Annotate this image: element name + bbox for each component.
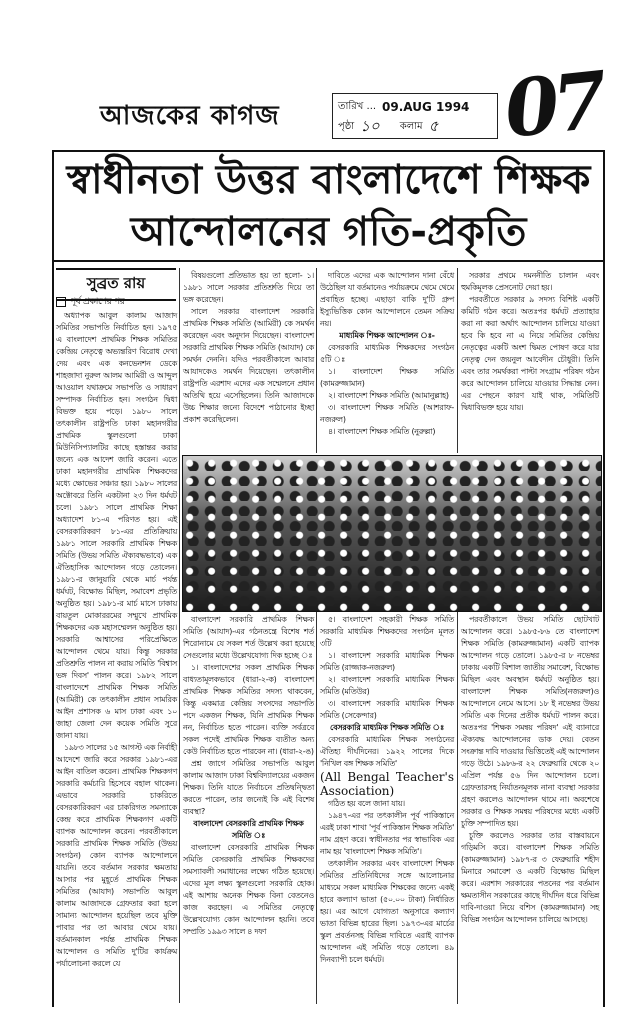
paragraph: সরকার প্রথমে দমননীতি চালান এবং হুমকিমূলক প্রেসনোট দেয়া হয়। — [461, 271, 599, 292]
paragraph: ৪। বাংলাদেশ শিক্ষক সমিতি (নুরুল্লা) — [328, 427, 436, 436]
paragraph: ৫। বাংলাদেশ সহকারী শিক্ষক সমিতি সরকারি মাধ্যমিক শিক্ষকদের সংগঠন মূলত ৩টি — [320, 615, 454, 648]
paragraph: ৩। বাংলাদেশ শিক্ষক সমিতি (আশরাফ-নজরুল) — [320, 403, 454, 424]
column-4-bottom — [461, 614, 599, 926]
clipping-stamp — [332, 93, 498, 139]
headline-box — [52, 150, 605, 262]
paragraph: প্রশ্ন জাগে সমিতির সভাপতি আবুল কালাম আজাদ ঢাকা বিশ্ববিদ্যালয়ের একজন শিক্ষক। তিনি যাতে নির্বাচনে প্রতিদ্বন্দ্বিতা করতে পারেন, তার জন্যেই কি এই বিশেষ ব্যবস্থা? — [183, 759, 314, 816]
page-label: পৃষ্ঠা — [338, 120, 355, 132]
column-value: ৫ — [428, 116, 439, 135]
paragraph: ১। বাংলাদেশের সকল প্রাথমিক শিক্ষক বাধ্যতামূলকভাবে (ধারা-২-ক) বাংলাদেশ প্রাথমিক শিক্ষক সমিতির সদস্য থাকবেন, কিন্তু একমাত্র কেন্দ্রিয় সংসদের সভাপতি পদে একজন শিক্ষক, যিনি প্রাথমিক শিক্ষক নন, নির্বাচিত হতে পারেন। ব্যক্তি সর্বত্রবে সকল পদেই প্রাথমিক শিক্ষক ব্যতীত অন্য কেউ নির্বাচিত হতে পারবেন না। (ধারা-২-ঙ) — [183, 663, 314, 756]
column-divider — [316, 268, 317, 453]
column-divider — [316, 612, 317, 1004]
english-phrase: (All Bengal Teacher's Association) — [320, 770, 454, 798]
date-label: তারিখ ... — [338, 100, 377, 112]
paragraph: বেসরকারি মাধ্যমিক শিক্ষকদের সংগঠন ৫টি ঃ — [320, 343, 454, 364]
page-value: ১০ — [360, 116, 380, 135]
paragraph: ২। বাংলাদেশ শিক্ষক সমিতি (আমানুল্লাহ) — [328, 391, 449, 400]
headline-line-1: স্বাধীনতা উত্তর বাংলাদেশে শিক্ষক — [66, 157, 591, 203]
column-divider — [457, 612, 458, 1004]
paragraph: ১। বাংলাদেশ সরকারি মাধ্যমিক শিক্ষক সমিতি (রাজ্জাক-নজরুল) — [320, 651, 454, 672]
paragraph: বিষয়গুলো প্রতিভাত হয় তা হলো- ১। ১৯৮১ সালে সরকার প্রতিশ্রুতি দিয়ে তা ভঙ্গ করেছেন। — [183, 271, 314, 304]
date-value: 09.AUG 1994 — [382, 100, 470, 114]
paragraph: সালে সরকার বাংলাদেশ সরকারি প্রাথমিক শিক্ষক সমিতি (আমিরী) কে সমর্থন করেছেন এবং অনুদান দিয়েছেন। বাংলাদেশ সরকারি প্রাথমিক শিক্ষক সমিতি (আযাদ) কে সমর্থন দেননি। যদিও পরবর্তীকালে আবার আযাদকেও সমর্থন দিয়েছেন। তৎকালীন রাষ্ট্রপতি এরশাদ এদের এক সম্মেলনে প্রধান অতিথি হয়ে এসেছিলেন। তিনি আজাদকে উচ্চ শিক্ষার জন্যে বিদেশে পাঠানোর ইচ্ছা প্রকাশ করেছিলেন। — [183, 307, 314, 424]
paragraph: ১৯৪৭-এর পর তৎকালীন পূর্ব পাকিস্তানে এরই ঢাকা শাখা 'পূর্ব পাকিস্তান শিক্ষক সমিতি' নাম গ্রহণ করে। স্বাধীনতার পর স্বাভাবিক এর নাম হয় 'বাংলাদেশ শিক্ষক সমিতি'। — [320, 811, 454, 856]
column-3-bottom — [320, 614, 454, 966]
crowd-photo — [182, 455, 602, 612]
paragraph: চুক্তি করলেও সরকার তার বাস্তবায়নে গড়িমসি করে। বাংলাদেশ শিক্ষক সমিতি (কামরুজ্জামান) ১৯৮৭-র ৩ ফেব্রুয়ারি শহীদ মিনারে সমাবেশ ও একটি বিক্ষোভ মিছিল করে। এরশাদ সরকারের পতনের পর বর্তমান ক্ষমতাসীন সরকারের কাছে দীর্ঘদিন ধরে বিভিন্ন দাবি-দাওয়া নিয়ে বশিস (কামরুজ্জামান) সহ বিভিন্ন সংগঠন আন্দোলন চালিয়ে আসছে। — [461, 831, 599, 924]
column-1 — [56, 296, 177, 970]
paragraph: পরবর্তীকালে উভয় সমিতি ছোটখাট আন্দোলন করে। ১৯৮৫-৮৬ তে বাংলাদেশ শিক্ষক সমিতি (কামরুজ্জামান) একটি ব্যাপক আন্দোলন গড়ে তোলে। ১৯৮৫-র ৮ নভেম্বর ঢাকায় একটি বিশাল জাতীয় সমাবেশ, বিক্ষোভ মিছিল এবং অবস্থান ধর্মঘট অনুষ্ঠিত হয়। বাংলাদেশ শিক্ষক সমিতি(নজরুল)ও আন্দোলনে নেমে আসে। ১৮ ই নভেম্বর উভয় সমিতি এক দিনের প্রতীক ধর্মঘট পালন করে। অতঃপর 'শিক্ষক সমন্বয় পরিষদ' এই ব্যানারে ঐক্যবদ্ধ আন্দোলনের ডাক দেয়। বেতন সংক্রান্ত দাবি দাওয়ার ভিত্তিতেই এই আন্দোলন গড়ে উঠে। ১৯৮৬-র ২২ ফেব্রুয়ারি থেকে ২০ এপ্রিল পর্যন্ত ৫৬ দিন আন্দোলন চলে। গ্রেফতারসহ নির্যাতনমূলক নানা ব্যবস্থা সরকার গ্রহণ করলেও আন্দোলন থামে না। অবশেষে সরকার ও শিক্ষক সমন্বয় পরিষদের মধ্যে একটি চুক্তি সম্পাদিত হয়। — [461, 615, 599, 828]
checkbox-square-icon — [56, 297, 66, 307]
paragraph: পরবর্তীতে সরকার ৯ সদস্য বিশিষ্ট একটি কমিটি গঠন করে। অতঃপর ধর্মঘট প্রত্যাহার করা না করা অর্থাৎ আন্দোলন চালিয়ে যাওয়া হবে কি হবে না এ নিয়ে সমিতির কেন্দ্রিয় নেতৃত্বের একটি অংশ দ্বিমত পোষণ করে যার নেতৃত্ব দেন জয়নুল আবেদীন চৌধুরী। তিনি এবং তার সমর্থকরা পাল্টা সংগ্রাম পরিষদ গঠন করে আন্দোলন চালিয়ে যাওয়ার সিদ্ধান্ত নেন। এর পেছনে কারণ যাই থাক, সমিতিটি দ্বিধাবিভক্ত হয়ে যায়। — [461, 295, 599, 412]
subheading: বাংলাদেশ বেসরকারি প্রাথমিক শিক্ষক সমিতি ঃ — [193, 819, 304, 840]
handwritten-clip-number: 07 — [500, 55, 607, 156]
paragraph: গঠিত হয় বলে জানা যায়। — [328, 799, 405, 808]
newspaper-name: আজকের কাগজ — [100, 101, 280, 131]
paragraph: তৎকালীন সরকার এবং বাংলাদেশ শিক্ষক সমিতির প্রতিনিধিদের সঙ্গে আলোচনার মাধ্যমে সকল মাধ্যমিক শিক্ষকের জন্যে একই হারে কল্যাণ ভাতা (৫০.০০ টাকা) নির্ধারিত হয়। এর আগে যোগ্যতা অনুসারে কল্যাণ ভাতা বিভিন্ন হারের ছিল। ১৯৭৩-এর মার্চের স্কুল প্রবর্তনসহ বিভিন্ন দাবিতে এরাই ব্যাপক আন্দোলন এই সমিতি গড়ে তোলে। ৪৯ দিনব্যাপী চলে ধর্মঘট। — [320, 859, 454, 964]
column-2-bottom — [183, 614, 314, 938]
column-2-top — [183, 270, 314, 426]
paragraph: ১। বাংলাদেশ শিক্ষক সমিতি (কামরুজ্জামান) — [320, 367, 454, 388]
continued-note — [56, 296, 177, 308]
paragraph: অধ্যাপক আবুল কালাম আজাদ সমিতির সভাপতি নির্বাচিত হন। ১৯৭৫ এ বাংলাদেশ প্রাথমিক শিক্ষক সমিতির কেন্দ্রিয় নেতৃত্বে অভ্যন্তরিণ বিরোধ দেখা দেয় এবং এক কনভেনশন ডেকে শাহজাদা নুরুল আলম আমিরী ও আব্দুল আওয়াল যথাক্রমে সভাপতি ও সাধারণ সম্পাদক নির্বাচিত হন। সংগঠন দ্বিধা বিভক্ত হয়ে পড়ে। ১৯৮০ সালে তৎকালীন রাষ্ট্রপতি ঢাকা মহানগরীর প্রাথমিক স্কুলগুলো ঢাকা মিউনিসিপ্যালটির কাছে হস্তান্তর করার জন্যে এক আদেশ জারি করেন। এতে ঢাকা মহানগরীর প্রাথমিক শিক্ষকদের মধ্যে ক্ষোভের সঞ্চার হয়। ১৯৮০ সালের অক্টোবরে তিনি একটানা ২৩ দিন ধর্মঘট চলে। ১৯৮১ সালে প্রাথমিক শিক্ষা অধ্যাদেশ ৮১-এ পরিণত হয়। এই বেসরকারিকরণ ৮১-এর প্রতিক্রিয়ায় ১৯৮১ সালে সরকারি প্রাথমিক শিক্ষক সমিতি (উভয় সমিতি ঐক্যবদ্ধভাবে) এক ঐতিহাসিক আন্দোলন গড়ে তোলেন। ১৯৮১-র জানুয়ারি থেকে মার্চ পর্যন্ত ধর্মঘট, বিক্ষোভ মিছিল, সমাবেশ প্রভৃতি অনুষ্ঠিত হয়। ১৯৮১-র মার্চ মাসে ঢাকায় বায়তুল মোকাররমের সম্মুখে প্রাথমিক শিক্ষকদের এক মহাসম্মেলন অনুষ্ঠিত হয়। সরকারি আশ্বাসের পরিপ্রেক্ষিতে আন্দোলন থেমে যায়। কিন্তু সরকার প্রতিশ্রুতি পালন না করায় সমিতি 'বিশ্বাস ভঙ্গ দিবস' পালন করে। ১৯৮২ সালে বাংলাদেশে প্রাথমিক শিক্ষক সমিতি (আমিরী) কে তৎকালীন প্রধান সামরিক আইন প্রশাসক ৬ মাস ঢাকা এবং ১০ জাহা জেলা দেন কয়েক সমিতি সুরে জানা যায়। — [56, 311, 177, 740]
paragraph: দাবিতে এদের এক আন্দোলন দানা বেঁধে উঠেছিল যা বর্তমানেও পর্যায়ক্রমে থেমে থেমে প্রবাহিত হচ্ছে। এছাড়া বাকি দু'টি গ্রুপ ইস্যুভিত্তিক কোন আন্দোলনে তেমন সক্রিয় নয়। — [320, 271, 454, 328]
paragraph: ৩। বাংলাদেশ সরকারি মাধ্যমিক শিক্ষক সমিতি (সেকেন্দার) — [320, 699, 454, 720]
subheading: বেসরকারি মাধ্যমিক শিক্ষক সমিতি ঃ — [330, 723, 444, 732]
column-label: কলাম — [399, 120, 423, 132]
column-4-top — [461, 270, 599, 414]
headline-line-2: আন্দোলনের গতি-প্রকৃতি — [130, 209, 527, 255]
column-divider — [457, 268, 458, 453]
paragraph: বাংলাদেশ বেসরকারি প্রাথমিক শিক্ষক সমিতি বেসরকারি প্রাথমিক শিক্ষকদের সমস্যাবলী সমাধানের লক্ষ্যে গঠিত হয়েছে। এদের মূল লক্ষ্য স্কুলগুলো সরকারি হোক। এই আশায় অনেক শিক্ষক বিনা বেতনেও কাজ করছেন। এ সমিতির নেতৃত্বে উল্লেখযোগ্য কোন আন্দোলন হয়নি। তবে সম্প্রতি ১৯৯৩ সালে ৪ দফা — [183, 843, 314, 936]
column-divider — [179, 268, 180, 1003]
column-3-top — [320, 270, 454, 438]
paragraph: বেসরকারি মাধ্যমিক শিক্ষক সংগঠনের ঐতিহ্য দীর্ঘদিনের। ১৯২২ সালের দিকে 'নিখিল বঙ্গ শিক্ষক সমিতি' — [320, 735, 454, 768]
continued-label: পূর্ব প্রকাশের পর — [70, 297, 125, 307]
byline: সুব্রত রায় — [56, 268, 176, 301]
subheading: মাধ্যমিক শিক্ষক আন্দোলন ঃ- — [339, 331, 435, 340]
paragraph: ২। বাংলাদেশ সরকারি মাধ্যমিক শিক্ষক সমিতি (মতিউর) — [320, 675, 454, 696]
paragraph: বাংলাদেশ সরকারি প্রাথমিক শিক্ষক সমিতি (আযাদ)-এর গঠনতন্ত্রে বিশেষ শর্ত শিরোনামে যে সকল শর্ত উল্লেখ করা হয়েছে সেগুলোর মধ্যে উল্লেখযোগ্য দিক হচ্ছে ঃ — [183, 615, 314, 660]
paragraph: ১৯৮৩ সালের ১৫ আগস্ট এক নির্বাহী আদেশে জারি করে সরকার ১৯৮১-এর আইন বাতিল করেন। প্রাথমিক শিক্ষকগণ সরকারি কর্মচারি হিসেবে বহাল থাকেন। এভাবে সরকারি চাকরিতে বেসরকারিকরণ এর চাকরিগত সমস্যাকে কেন্দ্র করে প্রাথমিক শিক্ষকগণ একটি ব্যাপক আন্দোলন করেন। পরবর্তীকালে সরকারি প্রাথমিক শিক্ষক সমিতি (উভয় সংগঠন) কোন ব্যাপক আন্দোলনে যায়নি। তবে বর্তমান সরকার ক্ষমতায় আসার পর মুহূর্তে প্রাথমিক শিক্ষক সমিতির (আযাদ) সভাপতি আবুল কালাম আজাদকে গ্রেফতার করা হলে সামান্য আন্দোলন হয়েছিল তবে মুক্তি পাবার পর তা আবার থেমে যায়। বর্তমানকাল পর্যন্ত প্রাথমিক শিক্ষক আন্দোলন ও সমিতি দু'টির কার্যক্রম পর্যালোচনা করলে যে — [56, 743, 177, 968]
